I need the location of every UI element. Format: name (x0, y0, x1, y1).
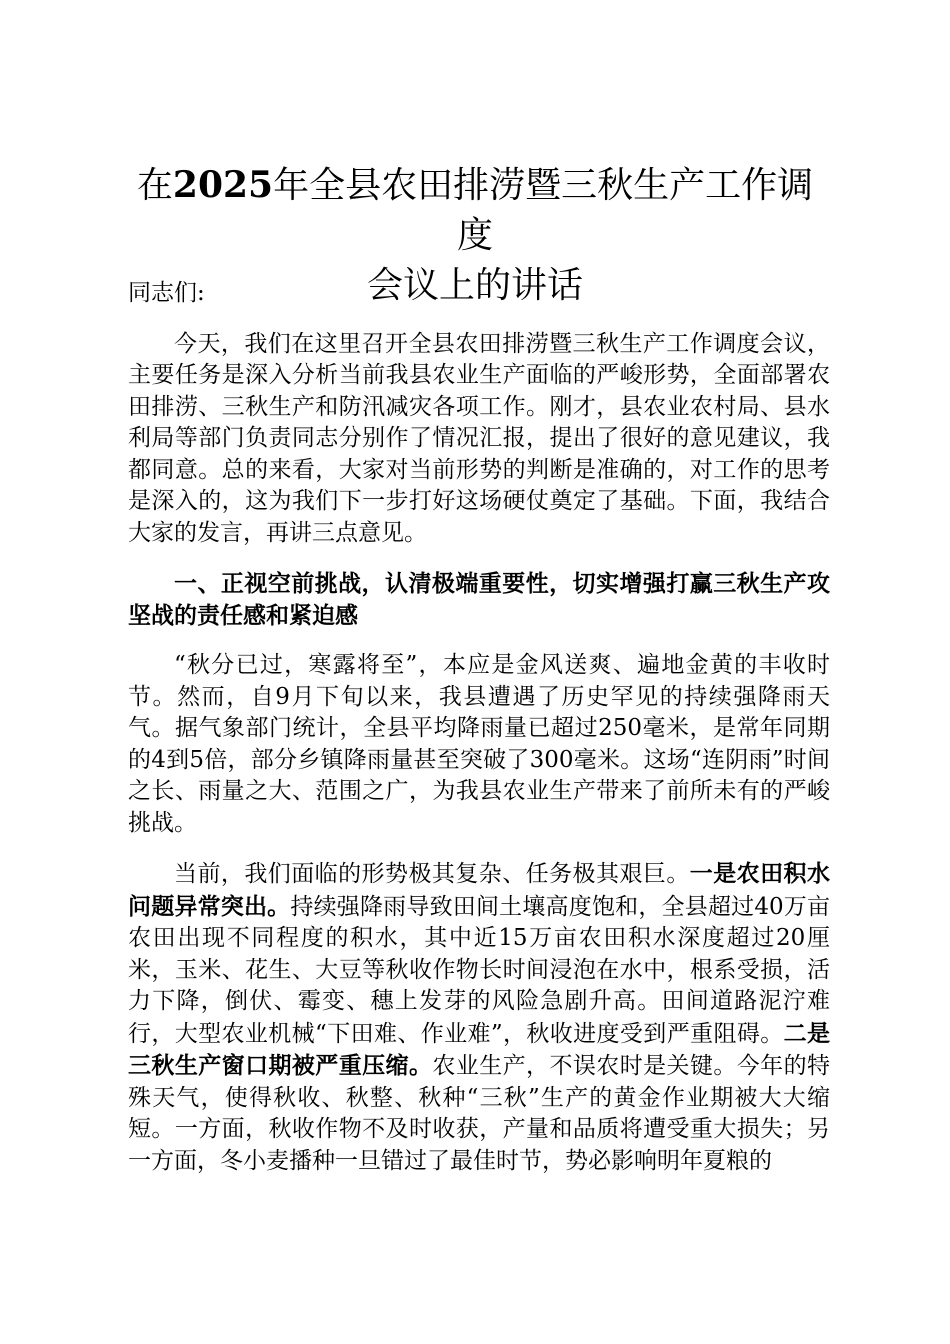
title-line-1 (120, 160, 830, 261)
title-line-1-rest: 年全县农田排涝暨三秋生产工作调度 (273, 165, 814, 256)
point-two-emphasis: 二是三秋生产窗口期被严重压缩。 (128, 1019, 830, 1079)
document-body (128, 278, 830, 1196)
point-two-text: 农业生产，不误农时是关键。今年的特殊天气，使得秋收、秋整、秋种“三秋”生产的黄金作业期被大大缩短。一方面，秋收作物不及时收获，产量和品质将遭受重大损失；另一方面，冬小麦播种一旦错过了最佳时节，势必影响明年夏粮的 (128, 1053, 831, 1174)
paragraph-situation (128, 858, 830, 1177)
salutation: 同志们: (128, 280, 205, 306)
title-line-2: 会议上的讲话 (366, 265, 583, 306)
point-one-emphasis: 一是农田积水问题异常突出。 (128, 860, 831, 920)
title-year: 2025 (172, 164, 274, 206)
title-prefix: 在 (136, 165, 173, 206)
paragraph-intro: 今天，我们在这里召开全县农田排涝暨三秋生产工作调度会议，主要任务是深入分析当前我县农业生产面临的严峻形势，全面部署农田排涝、三秋生产和防汛减灾各项工作。刚才，县农业农村局、县水利局等部门负责同志分别作了情况汇报，提出了很好的意见建议，我都同意。总的来看，大家对当前形势的判断是准确的，对工作的思考是深入的，这为我们下一步打好这场硬仗奠定了基础。下面，我结合大家的发言，再讲三点意见。 (128, 330, 830, 546)
paragraph-weather: “秋分已过，寒露将至”，本应是金风送爽、遍地金黄的丰收时节。然而，自9月下旬以来，我县遭遇了历史罕见的持续强降雨天气。据气象部门统计，全县平均降雨量已超过250毫米，是常年同期的4到5倍，部分乡镇降雨量甚至突破了300毫米。这场“连阴雨”时间之长、雨量之大、范围之广，为我县农业生产带来了前所未有的严峻挑战。 (128, 652, 830, 836)
point-one-text: 持续强降雨导致田间土壤高度饱和，全县超过40万亩农田出现不同程度的积水，其中近15万亩农田积水深度超过20厘米，玉米、花生、大豆等秋收作物长时间浸泡在水中，根系受损，活力下降，倒伏、霉变、穗上发芽的风险急剧升高。田间道路泥泞难行，大型农业机械“下田难、作业难”，秋收进度受到严重阻碍。 (128, 893, 830, 1047)
situation-intro: 当前，我们面临的形势极其复杂、任务极其艰巨。 (174, 861, 690, 887)
section-heading-1: 一、正视空前挑战，认清极端重要性，切实增强打赢三秋生产攻坚战的责任感和紧迫感 (128, 570, 830, 629)
